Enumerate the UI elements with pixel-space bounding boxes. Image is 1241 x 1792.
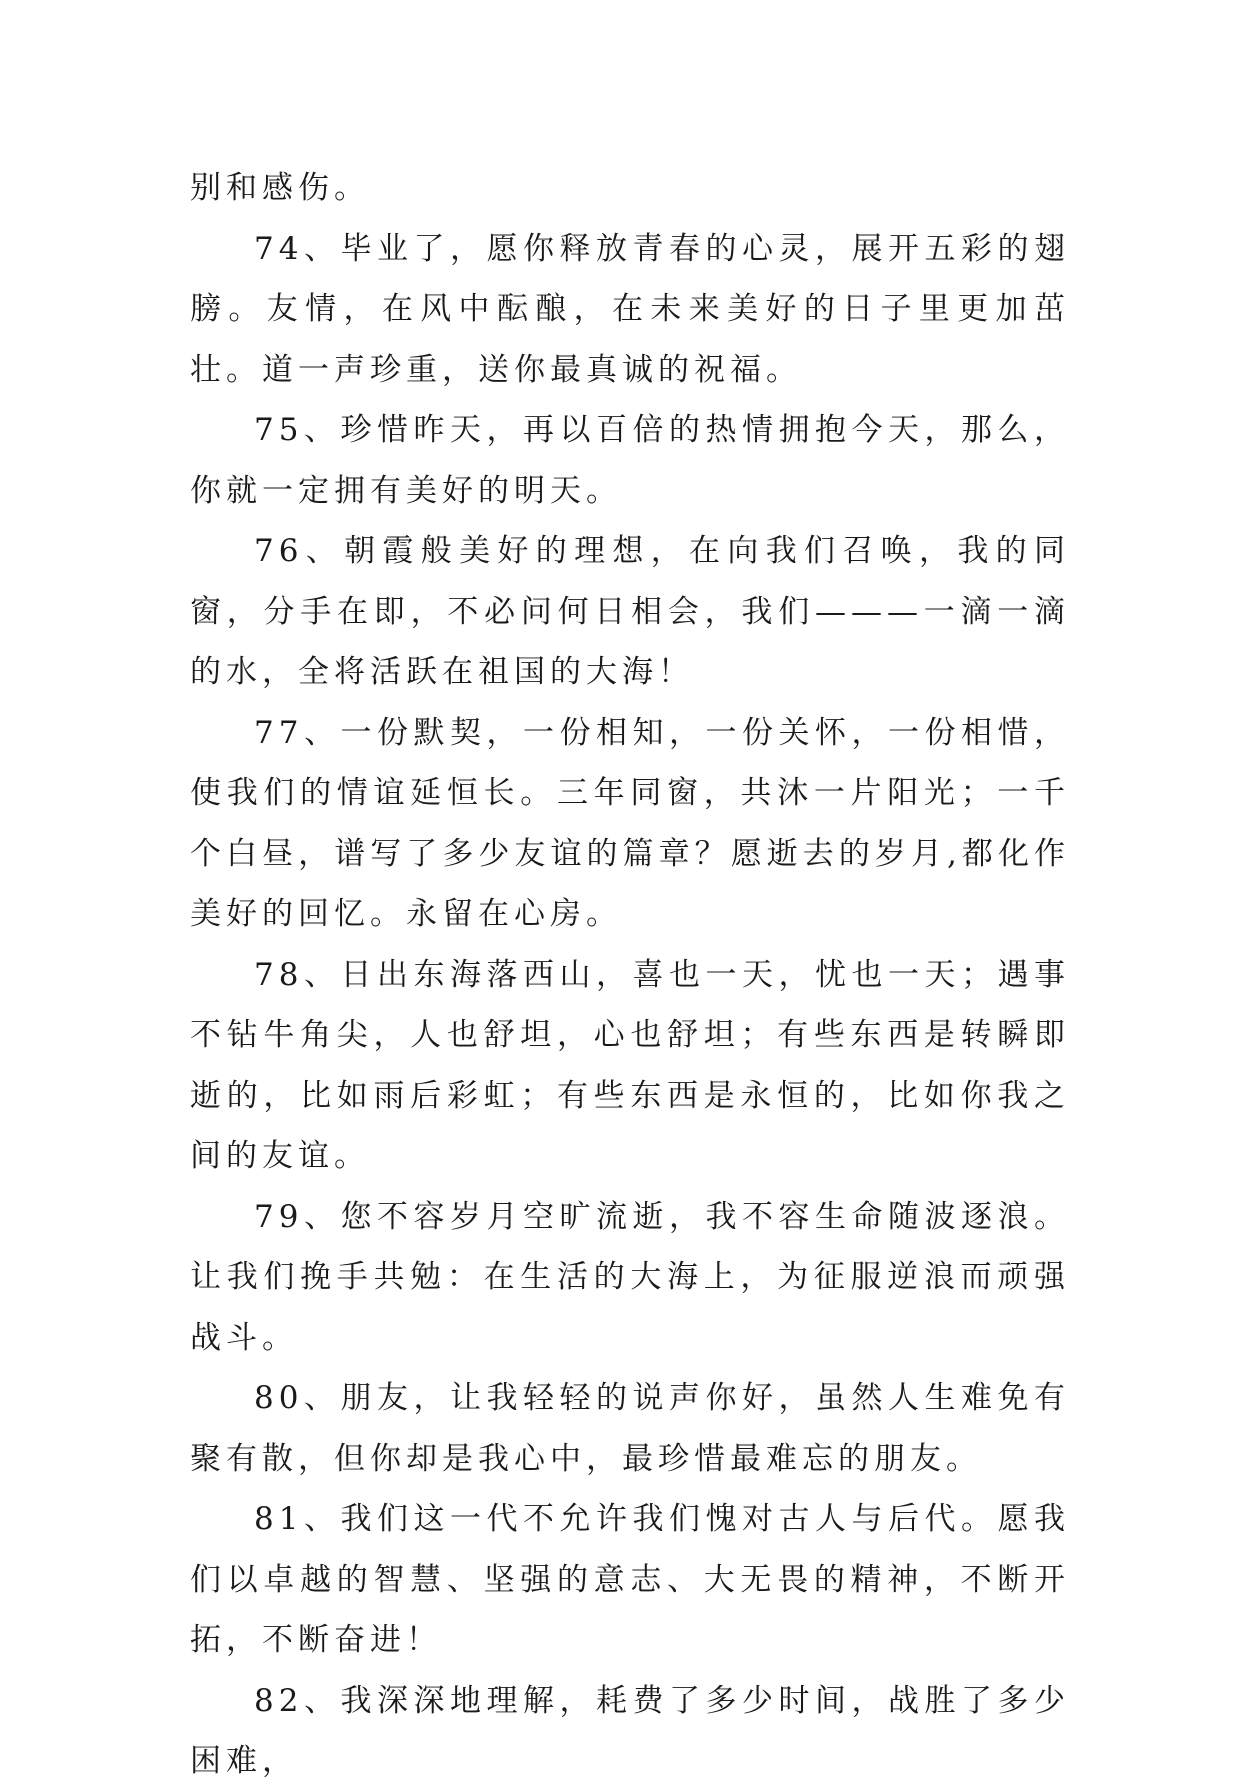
paragraph-continuation: 别和感伤。 <box>190 170 370 206</box>
paragraph-75: 75、珍惜昨天，再以百倍的热情拥抱今天，那么，你就一定拥有美好的明天。 <box>190 412 1070 509</box>
paragraph-74: 74、毕业了，愿你释放青春的心灵，展开五彩的翅膀。友情，在风中酝酿，在未来美好的日子里更加茁壮。道一声珍重，送你最真诚的祝福。 <box>190 230 1070 388</box>
paragraph-76: 76、朝霞般美好的理想，在向我们召唤，我的同窗，分手在即，不必问何日相会，我们———一滴一滴的水，全将活跃在祖国的大海！ <box>190 533 1070 690</box>
paragraph-77: 77、一份默契，一份相知，一份关怀，一份相惜，使我们的情谊延恒长。三年同窗，共沐一片阳光；一千个白昼，谱写了多少友谊的篇章？愿逝去的岁月,都化作美好的回忆。永留在心房。 <box>190 714 1070 932</box>
paragraph-78: 78、日出东海落西山，喜也一天，忧也一天；遇事不钻牛角尖，人也舒坦，心也舒坦；有些东西是转瞬即逝的，比如雨后彩虹；有些东西是永恒的，比如你我之间的友谊。 <box>190 956 1070 1174</box>
paragraph-81: 81、我们这一代不允许我们愧对古人与后代。愿我们以卓越的智慧、坚强的意志、大无畏的精神，不断开拓，不断奋进！ <box>190 1501 1070 1658</box>
paragraph-79: 79、您不容岁月空旷流逝，我不容生命随波逐浪。让我们挽手共勉：在生活的大海上，为征服逆浪而顽强战斗。 <box>190 1198 1070 1356</box>
paragraph-80: 80、朋友，让我轻轻的说声你好，虽然人生难免有聚有散，但你却是我心中，最珍惜最难忘的朋友。 <box>190 1380 1070 1477</box>
paragraph-82: 82、我深深地理解，耗费了多少时间，战胜了多少困难， <box>190 1682 1070 1779</box>
document-body <box>190 158 1070 1792</box>
